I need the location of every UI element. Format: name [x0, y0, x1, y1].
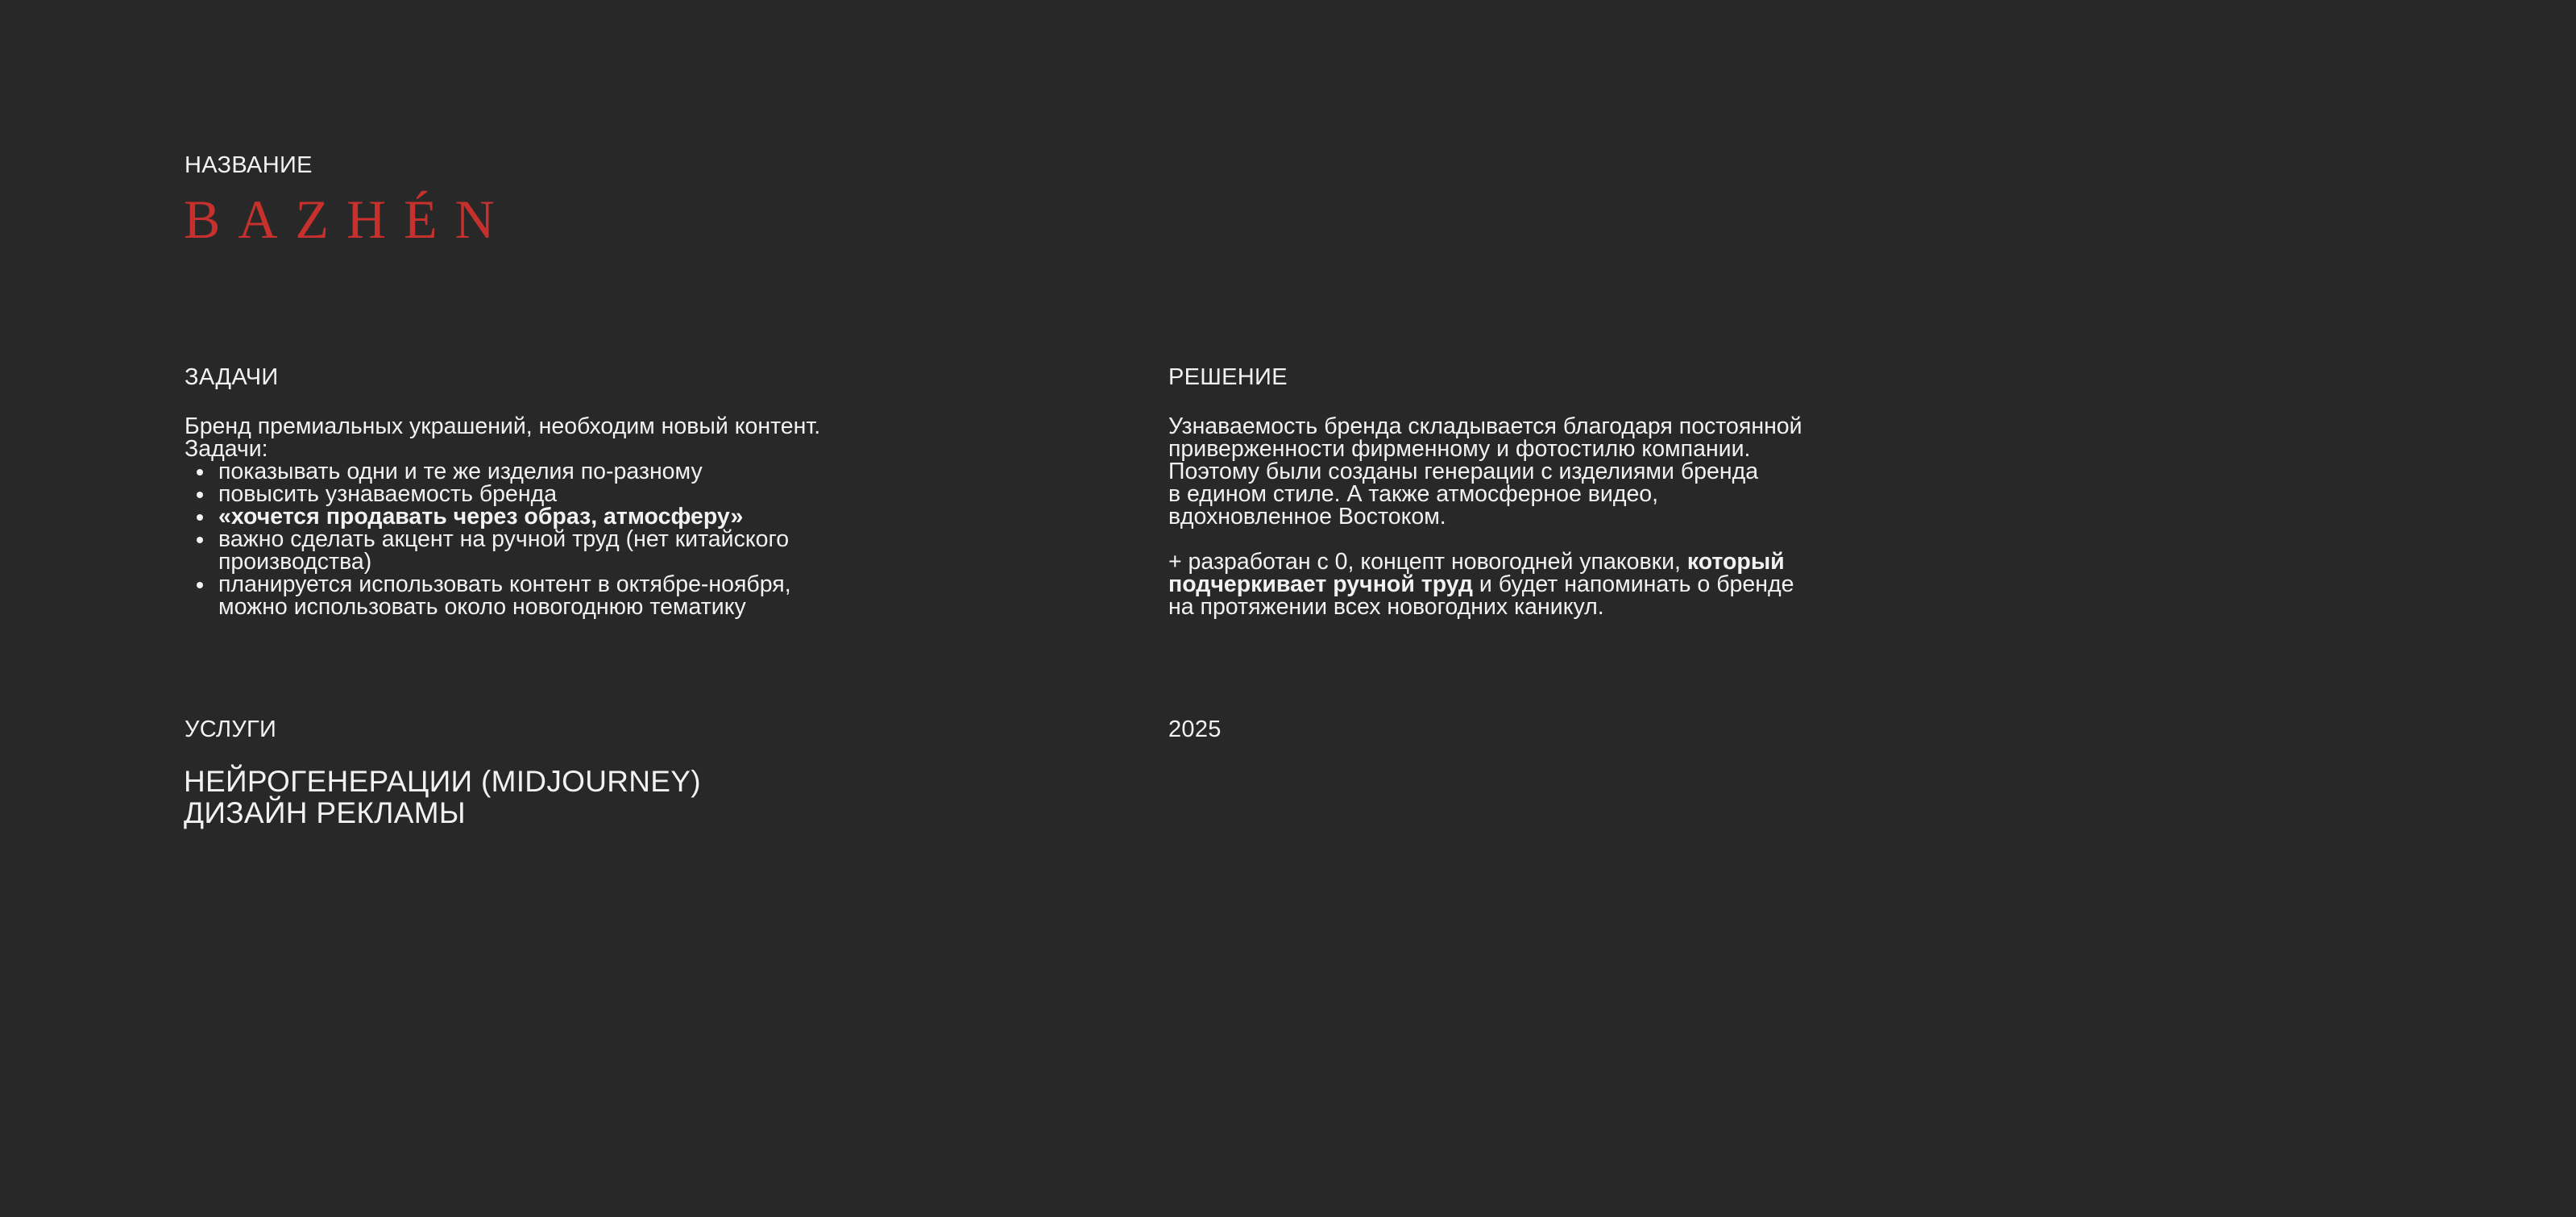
tasks-subhead: Задачи: — [185, 436, 268, 462]
services-list — [184, 766, 701, 829]
list-item: повысить узнаваемость бренда — [218, 483, 820, 505]
service-item: ДИЗАЙН РЕКЛАМЫ — [184, 796, 466, 829]
name-section-label: НАЗВАНИЕ — [185, 152, 313, 178]
tasks-list — [185, 460, 820, 618]
tasks-section-label: ЗАДАЧИ — [185, 364, 279, 390]
solution-content — [1168, 415, 1802, 618]
project-year: 2025 — [1168, 716, 1222, 742]
tasks-intro: Бренд премиальных украшений, необходим новый контент. — [185, 413, 821, 439]
solution-section-label: РЕШЕНИЕ — [1168, 364, 1288, 390]
tasks-content — [185, 415, 820, 618]
solution-packaging-paragraph: + разработан с 0, концепт новогодней упаковки, который подчеркивает ручной труд и будет напоминать о бренде на протяжении всех новогодних каникул. — [1168, 549, 1794, 620]
list-item: показывать одни и те же изделия по-разному — [218, 460, 820, 483]
solution-paragraph: Узнаваемость бренда складывается благодаря постоянной приверженности фирменному и фотостилю компании. Поэтому были созданы генерации с изделиями бренда в едином стиле. А также атмосферное видео, вдохновленное Востоком. — [1168, 413, 1802, 530]
service-item: НЕЙРОГЕНЕРАЦИИ (MIDJOURNEY) — [184, 765, 701, 798]
list-item: планируется использовать контент в октябре-ноября, можно использовать около новогоднюю тематику — [218, 573, 820, 618]
services-section-label: УСЛУГИ — [185, 716, 277, 742]
list-item: важно сделать акцент на ручной труд (нет китайского производства) — [218, 528, 820, 573]
list-item: «хочется продавать через образ, атмосферу» — [218, 505, 820, 528]
brand-logo: BAZHÉN — [184, 189, 512, 250]
